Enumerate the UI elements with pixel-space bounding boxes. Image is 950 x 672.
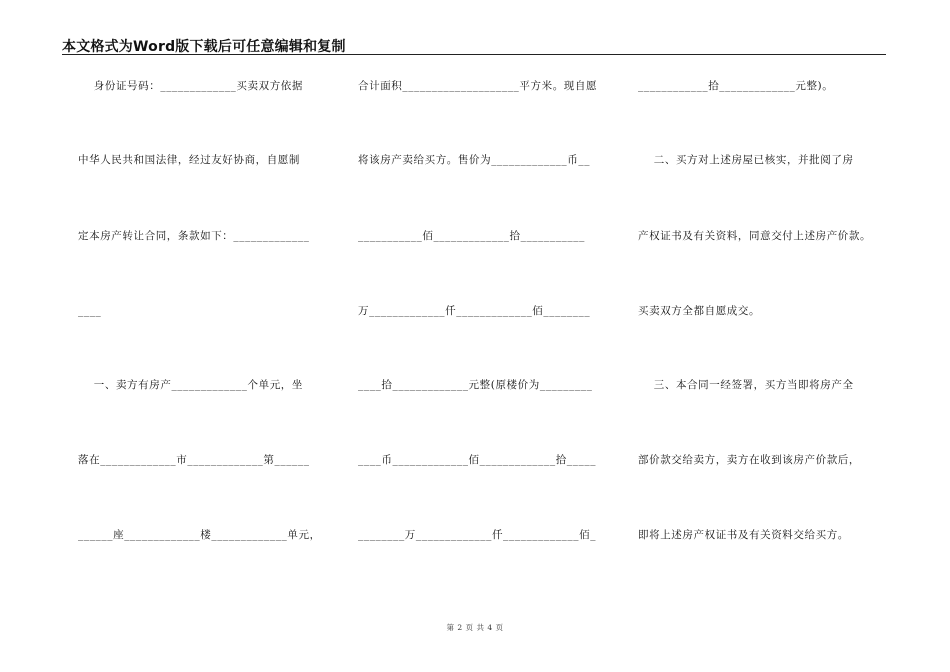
- text-line: 三、本合同一经签署，买方当即将房产全: [638, 379, 854, 391]
- text-line: 定本房产转让合同，条款如下：_____________: [78, 230, 310, 242]
- text-line: 产权证书及有关资料，同意交付上述房产价款。: [638, 230, 872, 242]
- text-column-3: [638, 0, 888, 672]
- text-column-1: [78, 0, 328, 672]
- text-line: 万_____________仟_____________佰________: [358, 305, 591, 317]
- text-line: ______座_____________楼_____________单元，: [78, 529, 321, 541]
- text-line: 身份证号码：_____________买卖双方依据: [78, 80, 303, 92]
- text-line: 一、卖方有房产_____________个单元，坐: [78, 379, 303, 391]
- text-line: ____: [78, 305, 102, 317]
- text-line: 将该房产卖给买方。售价为_____________币__: [358, 154, 591, 166]
- text-line: 部价款交给卖方，卖方在收到该房产价款后，: [638, 454, 860, 466]
- text-column-2: [358, 0, 608, 672]
- text-line: 二、买方对上述房屋已核实，并批阅了房: [638, 154, 854, 166]
- text-line: 买卖双方全都自愿成交。: [638, 305, 761, 317]
- header-title: 本文格式为Word版下载后可任意编辑和复制: [62, 39, 346, 55]
- page-number: 第 2 页 共 4 页: [446, 623, 504, 632]
- text-line: ____________拾_____________元整)。: [638, 80, 834, 92]
- text-line: 即将上述房产权证书及有关资料交给买方。: [638, 529, 849, 541]
- text-line: 合计面积____________________平方米。现自愿: [358, 80, 598, 92]
- text-line: 落在_____________市_____________第______: [78, 454, 310, 466]
- text-line: ____币_____________佰_____________拾_____: [358, 454, 597, 466]
- text-line: ___________佰_____________拾___________: [358, 230, 585, 242]
- text-line: 中华人民共和国法律，经过友好协商，自愿制: [78, 154, 300, 166]
- text-line: ________万_____________仟_____________佰_: [358, 529, 597, 541]
- text-line: ____拾_____________元整(原楼价为_________: [358, 379, 593, 391]
